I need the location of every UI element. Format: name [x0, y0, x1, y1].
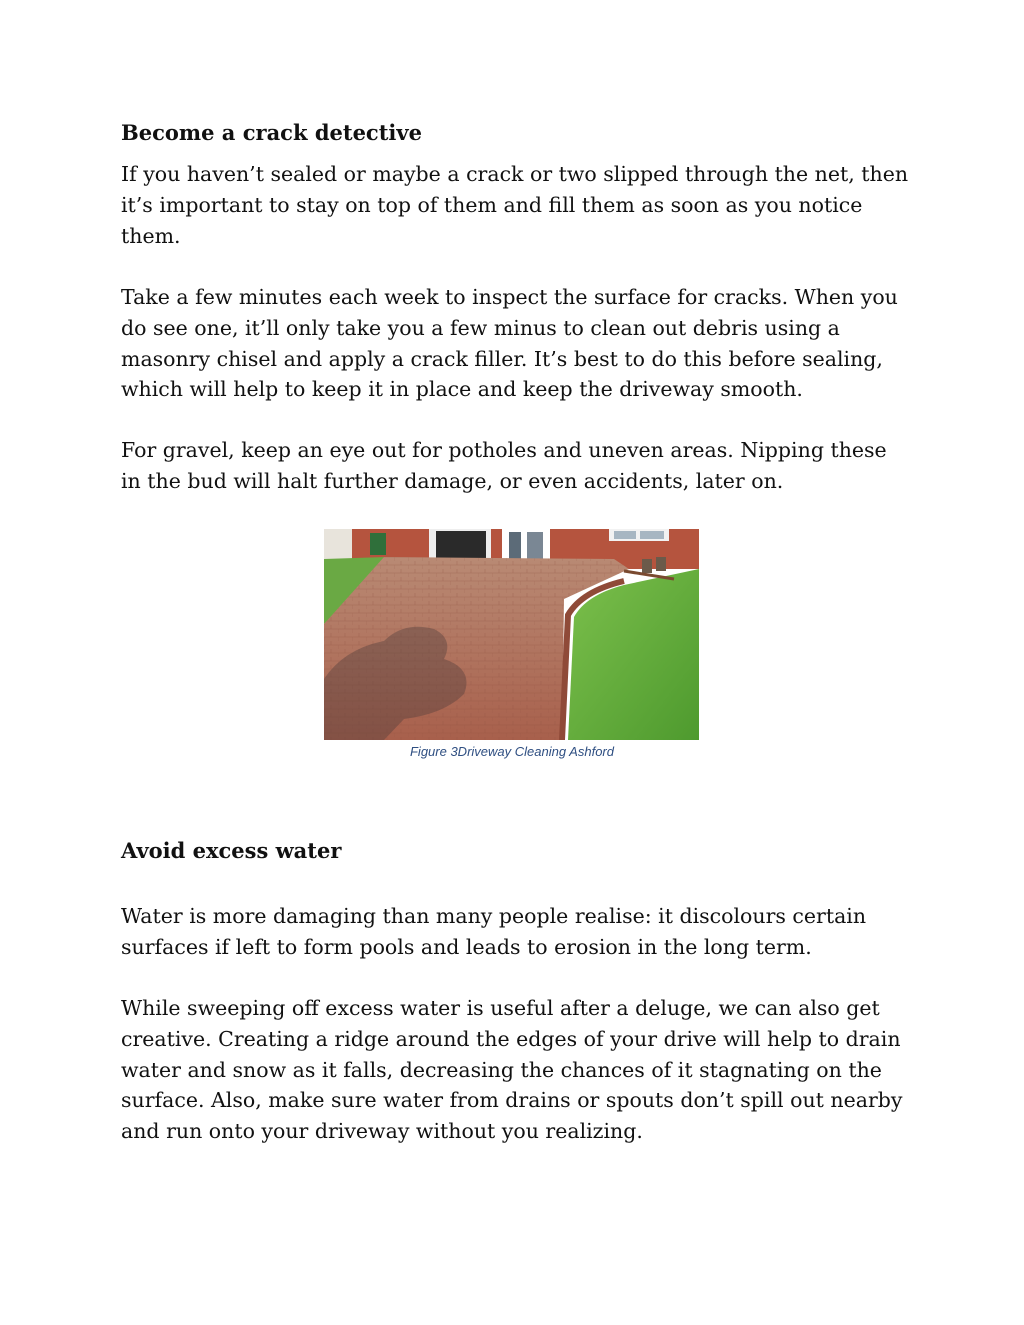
- paragraph-water-drainage: While sweeping off excess water is useful after a deluge, we can also get creative. Creating a ridge around the edges of your drive will help to drain water and snow as it falls, decreasing the chances of it stagnating on the surface. Also, make sure water from drains or spouts don’t spill out nearby and run onto your driveway without you realizing.: [121, 996, 903, 1144]
- paragraph-water-damage: Water is more damaging than many people realise: it discolours certain surfaces if left to form pools and leads to erosion in the long term.: [121, 904, 867, 959]
- section-heading-crack-detective: Become a crack detective: [121, 120, 422, 145]
- paragraph-crack-intro: If you haven’t sealed or maybe a crack or two slipped through the net, then it’s important to stay on top of them and fill them as soon as you notice them.: [121, 162, 909, 248]
- paragraph-crack-inspection: Take a few minutes each week to inspect the surface for cracks. When you do see one, it’ll only take you a few minus to clean out debris using a masonry chisel and apply a crack filler. It’s best to do this before sealing, which will help to keep it in place and keep the driveway smooth.: [121, 285, 898, 402]
- driveway-photo: [324, 529, 699, 740]
- paragraph-gravel: For gravel, keep an eye out for potholes and uneven areas. Nipping these in the bud will halt further damage, or even accidents, later on.: [121, 438, 887, 493]
- figure-caption: Figure 3Driveway Cleaning Ashford: [409, 744, 614, 759]
- section-heading-excess-water: Avoid excess water: [121, 838, 342, 863]
